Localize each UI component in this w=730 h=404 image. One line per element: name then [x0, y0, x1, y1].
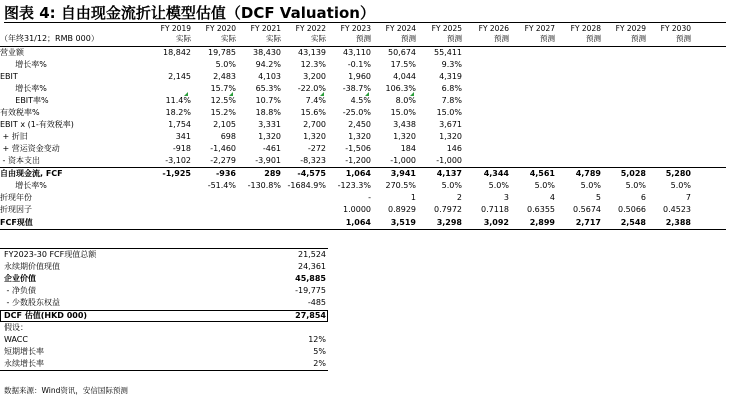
table-cell: 106.3% [385, 84, 416, 93]
table-cell [463, 47, 509, 59]
unit-label: （年终31/12；RMB 000） [0, 34, 99, 43]
summary-row [0, 285, 330, 297]
table-row [0, 107, 730, 119]
summary-label: FY2023-30 FCF现值总额 [4, 250, 97, 259]
row-divider [0, 229, 726, 230]
type-header: 预测 [356, 34, 371, 43]
table-cell: 38,430 [253, 48, 281, 57]
type-header: 实际 [176, 34, 191, 43]
table-cell: 4,789 [575, 169, 601, 178]
table-cell [555, 119, 601, 131]
row-divider [0, 167, 726, 168]
table-cell [555, 71, 601, 83]
table-cell: -123.3% [337, 181, 371, 190]
row-label: FCF现值 [0, 218, 33, 227]
table-cell: 1,064 [345, 169, 371, 178]
table-cell [600, 155, 646, 167]
type-header: 预测 [586, 34, 601, 43]
year-header: FY 2030 [660, 24, 691, 33]
summary-row [0, 273, 330, 285]
table-cell [645, 143, 691, 155]
table-cell: -38.7% [342, 84, 371, 93]
row-label: - 资本支出 [0, 156, 40, 165]
table-cell [190, 217, 236, 229]
summary-value: -485 [307, 298, 326, 307]
table-cell [463, 155, 509, 167]
cell-flag-icon [229, 92, 233, 96]
row-label: + 营运资金变动 [0, 144, 60, 153]
table-cell [600, 95, 646, 107]
row-label: 增长率% [0, 181, 47, 190]
assumptions-heading-label: 假设： [4, 323, 28, 332]
row-label: 自由现金流, FCF [0, 169, 63, 178]
table-cell: -0.1% [347, 60, 371, 69]
table-cell [555, 155, 601, 167]
table-cell: 4,137 [436, 169, 462, 178]
row-label: 增长率% [0, 84, 47, 93]
table-cell: -8,323 [300, 156, 326, 165]
summary-value: 24,361 [298, 262, 326, 271]
table-row [0, 71, 730, 83]
table-cell: 2,105 [213, 120, 236, 129]
cell-flag-icon [320, 92, 324, 96]
table-cell: 10.7% [255, 96, 281, 105]
table-cell: 1,320 [303, 132, 326, 141]
table-cell [509, 71, 555, 83]
table-cell: 12.5% [210, 96, 236, 105]
table-cell: 1,320 [439, 132, 462, 141]
assumption-row [0, 334, 330, 346]
table-cell: 94.2% [255, 60, 281, 69]
table-cell [645, 119, 691, 131]
table-cell [645, 155, 691, 167]
summary-value: 27,854 [295, 311, 326, 320]
table-row [0, 95, 730, 107]
year-header: FY 2021 [250, 24, 281, 33]
table-cell: 5.0% [441, 181, 462, 190]
table-cell: 184 [400, 144, 416, 153]
table-cell [600, 59, 646, 71]
table-row [0, 217, 730, 229]
table-cell [600, 107, 646, 119]
table-cell: -936 [215, 169, 236, 178]
row-label: 折现年份 [0, 193, 32, 202]
table-cell [145, 217, 191, 229]
type-header: 预测 [631, 34, 646, 43]
table-cell: 0.7118 [481, 205, 509, 214]
table-cell: 3,200 [303, 72, 326, 81]
table-cell: 5.0% [215, 60, 236, 69]
table-cell: -4,575 [297, 169, 326, 178]
year-header: FY 2020 [205, 24, 236, 33]
table-cell: 5.0% [580, 181, 601, 190]
table-cell: 43,139 [298, 48, 326, 57]
table-cell: 1,320 [258, 132, 281, 141]
table-cell [280, 192, 326, 204]
header-types-row [0, 33, 730, 45]
page-title: 图表 4: 自由现金流折让模型估值（DCF Valuation） [4, 4, 375, 22]
table-cell [555, 95, 601, 107]
assumption-row [0, 358, 330, 370]
assumption-row [0, 346, 330, 358]
type-header: 实际 [221, 34, 236, 43]
table-cell: 1,320 [393, 132, 416, 141]
table-cell [645, 83, 691, 95]
table-cell: 5.0% [670, 181, 691, 190]
table-cell: 6.8% [441, 84, 462, 93]
table-cell: 2,145 [168, 72, 191, 81]
table-cell [555, 131, 601, 143]
table-cell: 1.0000 [343, 205, 371, 214]
assumption-value: 12% [308, 335, 326, 344]
table-cell: 15.0% [436, 108, 462, 117]
table-cell: 146 [446, 144, 462, 153]
table-cell: 17.5% [390, 60, 416, 69]
summary-value: -19,775 [295, 286, 326, 295]
type-header: 预测 [540, 34, 555, 43]
table-cell: 4,044 [393, 72, 416, 81]
table-cell: 11.4% [165, 96, 191, 105]
table-cell: 2,899 [529, 218, 555, 227]
table-cell: -2,279 [210, 156, 236, 165]
table-cell [645, 47, 691, 59]
table-row [0, 204, 730, 216]
table-cell: 0.8929 [388, 205, 416, 214]
source-note: 数据来源：Wind资讯，安信国际预测 [4, 386, 128, 395]
summary-label: - 净负债 [4, 286, 36, 295]
table-cell [190, 204, 236, 216]
type-header: 实际 [266, 34, 281, 43]
table-cell [145, 180, 191, 192]
table-cell [509, 143, 555, 155]
table-cell [555, 59, 601, 71]
row-label: 营业额 [0, 48, 24, 57]
table-cell [145, 192, 191, 204]
table-cell: 4,561 [529, 169, 555, 178]
row-label: 折现因子 [0, 205, 32, 214]
table-cell: 43,110 [343, 48, 371, 57]
table-row [0, 192, 730, 204]
table-cell: 0.6355 [527, 205, 555, 214]
table-cell [645, 131, 691, 143]
type-header: 预测 [676, 34, 691, 43]
table-cell [463, 119, 509, 131]
table-cell: 5 [595, 193, 601, 202]
table-cell: -272 [307, 144, 326, 153]
table-cell [280, 204, 326, 216]
table-cell: 2,483 [213, 72, 236, 81]
cell-flag-icon [184, 92, 188, 96]
table-cell [600, 47, 646, 59]
table-cell: 5,280 [665, 169, 691, 178]
table-cell: 0.4523 [663, 205, 691, 214]
table-cell [463, 83, 509, 95]
type-header: 实际 [311, 34, 326, 43]
table-cell: 1,320 [348, 132, 371, 141]
year-header: FY 2022 [295, 24, 326, 33]
type-header: 预测 [447, 34, 462, 43]
table-cell: -1,460 [210, 144, 236, 153]
table-cell [645, 95, 691, 107]
type-header: 预测 [494, 34, 509, 43]
table-cell: -22.0% [297, 84, 326, 93]
year-header: FY 2029 [615, 24, 646, 33]
assumption-label: 短期增长率 [4, 347, 44, 356]
table-cell: -1,200 [345, 156, 371, 165]
table-cell: -1,000 [436, 156, 462, 165]
dcf-valuation-box [0, 310, 328, 322]
year-header: FY 2025 [431, 24, 462, 33]
table-cell: 3,519 [390, 218, 416, 227]
table-cell [463, 71, 509, 83]
assumption-value: 5% [313, 347, 326, 356]
table-row [0, 143, 730, 155]
table-cell: 15.0% [390, 108, 416, 117]
year-header: FY 2028 [570, 24, 601, 33]
table-cell: -918 [172, 144, 191, 153]
year-header: FY 2024 [385, 24, 416, 33]
table-cell: 19,785 [208, 48, 236, 57]
row-label: EBIT [0, 72, 18, 81]
table-cell: 4,344 [483, 169, 509, 178]
table-cell: 12.3% [300, 60, 326, 69]
table-cell: 2,717 [575, 218, 601, 227]
table-row [0, 59, 730, 71]
year-header: FY 2019 [160, 24, 191, 33]
table-cell: 50,674 [388, 48, 416, 57]
table-cell [509, 155, 555, 167]
year-header: FY 2026 [478, 24, 509, 33]
table-cell: 1,754 [168, 120, 191, 129]
table-cell [645, 107, 691, 119]
table-cell: 3,092 [483, 218, 509, 227]
table-cell: 1 [410, 193, 416, 202]
summary-label: DCF 估值(HKD 000) [4, 311, 88, 320]
table-cell [555, 83, 601, 95]
table-cell [463, 95, 509, 107]
summary-label: 企业价值 [4, 274, 36, 283]
table-cell [509, 83, 555, 95]
summary-label: 永续期价值现值 [4, 262, 60, 271]
table-cell [463, 59, 509, 71]
table-cell: 5,028 [620, 169, 646, 178]
table-cell: - [368, 193, 371, 202]
table-cell: 3,331 [258, 120, 281, 129]
summary-value: 21,524 [298, 250, 326, 259]
table-cell [463, 107, 509, 119]
cell-flag-icon [410, 92, 414, 96]
assumption-label: 永续增长率 [4, 359, 44, 368]
table-cell: 2,700 [303, 120, 326, 129]
table-cell: 4,319 [439, 72, 462, 81]
row-label: + 折旧 [0, 132, 28, 141]
row-label: 有效税率% [0, 108, 40, 117]
table-cell [280, 217, 326, 229]
table-cell [509, 95, 555, 107]
table-cell: 2,388 [665, 218, 691, 227]
assumption-label: WACC [4, 335, 28, 344]
table-cell: -25.0% [342, 108, 371, 117]
table-cell [509, 107, 555, 119]
table-row [0, 155, 730, 167]
table-cell [600, 119, 646, 131]
table-cell: 0.7972 [434, 205, 462, 214]
table-cell: 2,548 [620, 218, 646, 227]
year-header: FY 2023 [340, 24, 371, 33]
table-cell: 4,103 [258, 72, 281, 81]
table-row [0, 168, 730, 180]
table-cell: -3,102 [165, 156, 191, 165]
table-cell: -1,506 [345, 144, 371, 153]
row-label: EBIT x (1-有效税率) [0, 120, 74, 129]
table-cell: 15.2% [210, 108, 236, 117]
table-cell: 9.3% [441, 60, 462, 69]
table-cell: 55,411 [434, 48, 462, 57]
table-row [0, 119, 730, 131]
table-cell: 4 [549, 193, 555, 202]
table-cell: 341 [175, 132, 191, 141]
table-cell [600, 143, 646, 155]
table-cell [600, 83, 646, 95]
table-cell: 15.7% [210, 84, 236, 93]
table-row [0, 131, 730, 143]
table-cell: -1,925 [162, 169, 191, 178]
table-cell [555, 143, 601, 155]
table-cell [463, 143, 509, 155]
row-label: EBIT率% [0, 96, 49, 105]
table-cell: 3 [503, 193, 509, 202]
table-cell: 18,842 [163, 48, 191, 57]
table-cell: 18.8% [255, 108, 281, 117]
table-cell: 65.3% [255, 84, 281, 93]
table-cell: 7 [685, 193, 691, 202]
table-cell: 289 [264, 169, 281, 178]
table-cell [555, 47, 601, 59]
table-cell: 7.4% [305, 96, 326, 105]
assumptions-heading [0, 322, 330, 334]
table-row [0, 47, 730, 59]
table-cell: 4.5% [350, 96, 371, 105]
table-cell [463, 131, 509, 143]
table-cell: -130.8% [247, 181, 281, 190]
summary-row [0, 297, 330, 309]
summary-row [0, 261, 330, 273]
summary-label: - 少数股东权益 [4, 298, 60, 307]
table-cell [509, 47, 555, 59]
table-cell: 0.5674 [573, 205, 601, 214]
type-header: 预测 [401, 34, 416, 43]
table-cell: 6 [640, 193, 646, 202]
table-cell [509, 131, 555, 143]
table-cell [645, 59, 691, 71]
table-cell: 2,450 [348, 120, 371, 129]
table-cell: 3,671 [439, 120, 462, 129]
table-cell: 3,298 [436, 218, 462, 227]
summary-divider [0, 370, 328, 371]
table-cell: 7.8% [441, 96, 462, 105]
assumption-value: 2% [313, 359, 326, 368]
table-cell: 18.2% [165, 108, 191, 117]
table-cell [190, 192, 236, 204]
summary-divider [0, 248, 328, 249]
table-cell [600, 71, 646, 83]
table-cell: 2 [456, 193, 462, 202]
year-header: FY 2027 [524, 24, 555, 33]
table-cell: -461 [262, 144, 281, 153]
table-cell [645, 71, 691, 83]
table-cell: -1,000 [390, 156, 416, 165]
table-cell: 5.0% [534, 181, 555, 190]
table-cell: 0.5066 [618, 205, 646, 214]
table-cell [145, 59, 191, 71]
table-cell: 5.0% [625, 181, 646, 190]
table-cell: -51.4% [207, 181, 236, 190]
row-label: 增长率% [0, 60, 47, 69]
table-cell: 1,960 [348, 72, 371, 81]
table-cell [509, 59, 555, 71]
summary-value: 45,885 [295, 274, 326, 283]
table-cell: 8.0% [395, 96, 416, 105]
table-cell [600, 131, 646, 143]
table-cell: -1684.9% [287, 181, 326, 190]
table-cell: 3,438 [393, 120, 416, 129]
table-cell [235, 217, 281, 229]
table-cell [145, 204, 191, 216]
table-cell: -3,901 [255, 156, 281, 165]
table-cell [555, 107, 601, 119]
table-cell [235, 204, 281, 216]
table-cell: 5.0% [488, 181, 509, 190]
table-cell: 15.6% [300, 108, 326, 117]
table-cell [235, 192, 281, 204]
table-row [0, 180, 730, 192]
summary-row [0, 249, 330, 261]
table-cell: 698 [220, 132, 236, 141]
table-cell: 1,064 [345, 218, 371, 227]
cell-flag-icon [365, 92, 369, 96]
table-cell: 270.5% [385, 181, 416, 190]
table-cell [509, 119, 555, 131]
table-cell: 3,941 [390, 169, 416, 178]
